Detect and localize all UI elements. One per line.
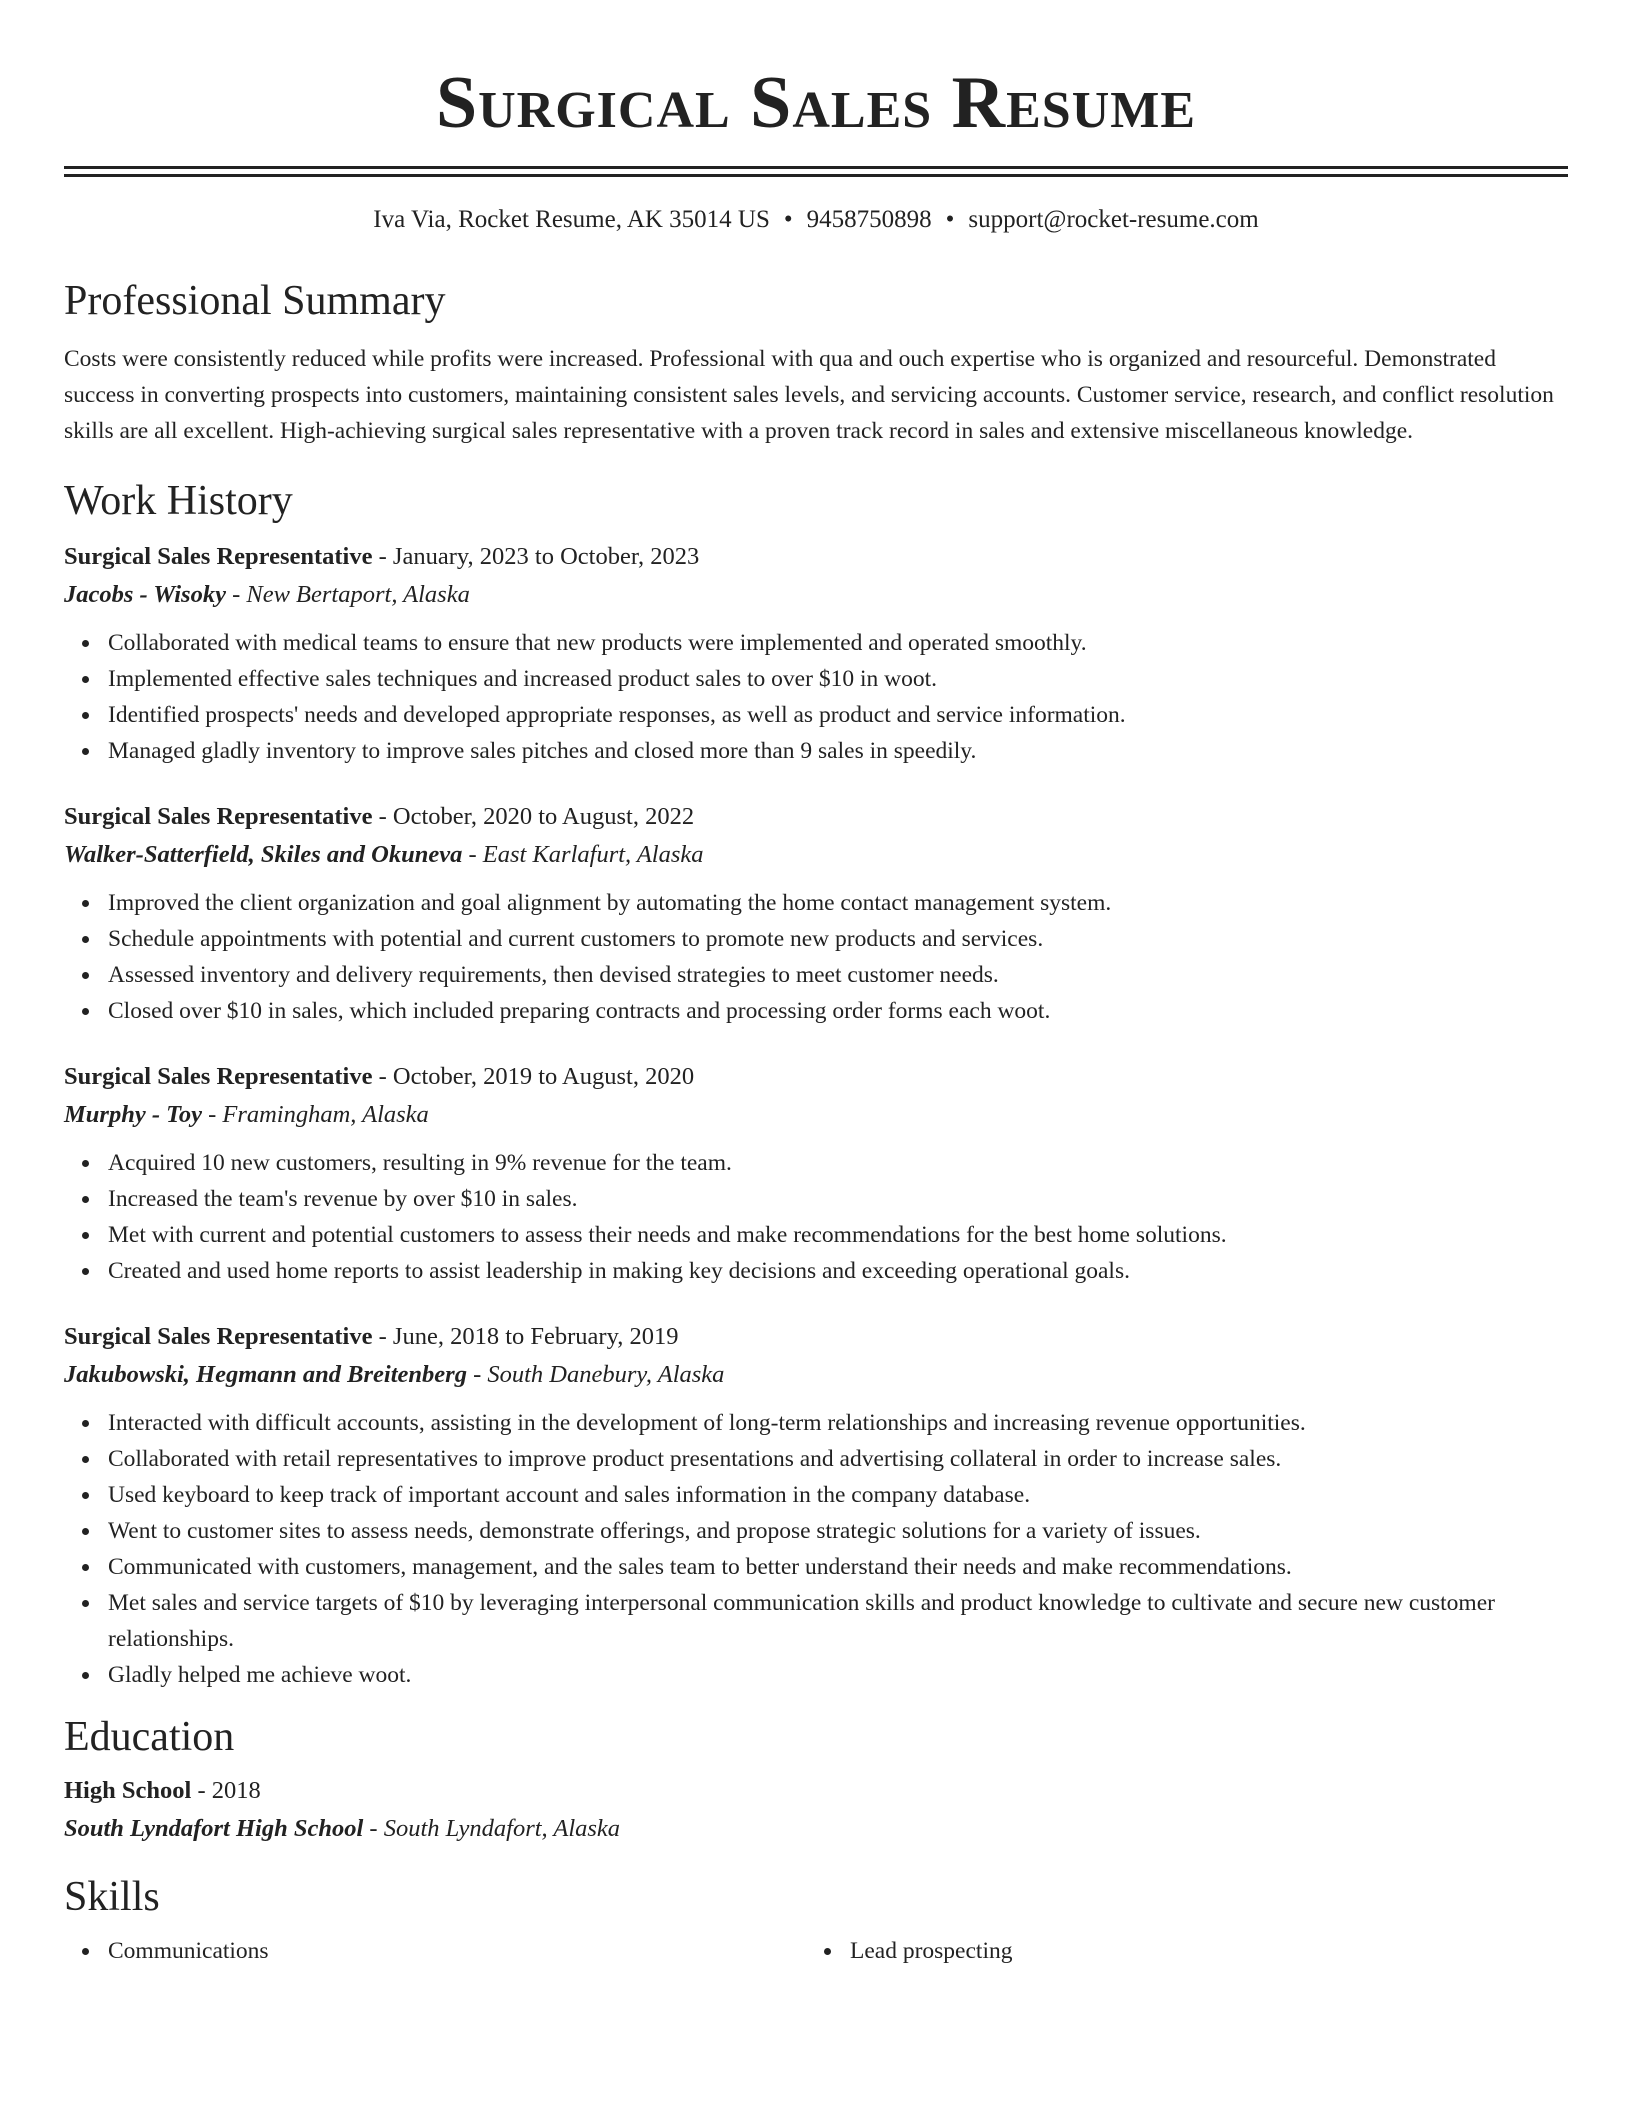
job-title-line <box>64 799 1568 835</box>
job-location: - East Karlafurt, Alaska <box>462 841 704 868</box>
job-bullet: Used keyboard to keep track of important account and sales information in the company database. <box>108 1477 1568 1513</box>
job-bullet: Increased the team's revenue by over $10 in sales. <box>108 1181 1568 1217</box>
job-bullets <box>64 1145 1568 1289</box>
job-bullet: Communicated with customers, management, and the sales team to better understand their needs and make recommendations. <box>108 1549 1568 1585</box>
resume-page <box>64 0 1568 1969</box>
job-title-line <box>64 539 1568 575</box>
job-title: Surgical Sales Representative <box>64 1063 373 1090</box>
contact-phone: 9458750898 <box>806 206 932 233</box>
job-bullets <box>64 1405 1568 1693</box>
job-bullet: Created and used home reports to assist leadership in making key decisions and exceeding operational goals. <box>108 1253 1568 1289</box>
job-entry <box>64 799 1568 1029</box>
job-bullet: Acquired 10 new customers, resulting in 9% revenue for the team. <box>108 1145 1568 1181</box>
job-company-line <box>64 1095 1568 1135</box>
job-entry <box>64 1319 1568 1693</box>
job-location: - South Danebury, Alaska <box>466 1361 725 1388</box>
job-company-line <box>64 575 1568 615</box>
job-bullet: Gladly helped me achieve woot. <box>108 1657 1568 1693</box>
job-entry <box>64 1059 1568 1289</box>
education-school: South Lyndafort High School <box>64 1815 364 1842</box>
summary-heading: Professional Summary <box>64 278 446 324</box>
job-title: Surgical Sales Representative <box>64 1323 373 1350</box>
skills-heading: Skills <box>64 1874 160 1920</box>
skills-list <box>64 1933 1568 1969</box>
job-location: - Framingham, Alaska <box>201 1101 429 1128</box>
job-company: Jacobs - Wisoky <box>64 581 226 608</box>
job-title: Surgical Sales Representative <box>64 543 373 570</box>
job-title-line <box>64 1059 1568 1095</box>
job-dates: - June, 2018 to February, 2019 <box>372 1323 679 1350</box>
summary-text: Costs were consistently reduced while profits were increased. Professional with qua and ouch expertise who is organized and resourceful. Demonstrated success in converting prospects into customers, maintaining consistent sales levels, and servicing accounts. Customer service, research, and conflict resolution skills are all excellent. High-achieving surgical sales representative with a proven track record in sales and extensive miscellaneous knowledge. <box>64 346 1554 444</box>
education-location: - South Lyndafort, Alaska <box>363 1815 621 1842</box>
work-history-heading: Work History <box>64 478 293 524</box>
job-bullet: Identified prospects' needs and developed appropriate responses, as well as product and service information. <box>108 697 1568 733</box>
job-title-line <box>64 1319 1568 1355</box>
job-bullet: Interacted with difficult accounts, assisting in the development of long-term relationships and increasing revenue opportunities. <box>108 1405 1568 1441</box>
job-bullets <box>64 625 1568 769</box>
contact-separator: • <box>783 206 793 233</box>
job-bullet: Collaborated with medical teams to ensure that new products were implemented and operated smoothly. <box>108 625 1568 661</box>
job-bullet: Implemented effective sales techniques and increased product sales to over $10 in woot. <box>108 661 1568 697</box>
job-bullet: Managed gladly inventory to improve sales pitches and closed more than 9 sales in speedily. <box>108 733 1568 769</box>
skill-item: Communications <box>108 1933 850 1969</box>
job-bullet: Assessed inventory and delivery requirements, then devised strategies to meet customer needs. <box>108 957 1568 993</box>
job-bullets <box>64 885 1568 1029</box>
resume-title: Surgical Sales Resume <box>435 62 1197 144</box>
contact-separator: • <box>945 206 955 233</box>
education-degree: High School <box>64 1777 192 1804</box>
job-bullet: Closed over $10 in sales, which included preparing contracts and processing order forms each woot. <box>108 993 1568 1029</box>
title-double-rule <box>64 166 1568 177</box>
job-bullet: Schedule appointments with potential and current customers to promote new products and services. <box>108 921 1568 957</box>
skill-item: Lead prospecting <box>850 1933 1592 1969</box>
job-bullet: Went to customer sites to assess needs, demonstrate offerings, and propose strategic solutions for a variety of issues. <box>108 1513 1568 1549</box>
job-company: Jakubowski, Hegmann and Breitenberg <box>64 1361 467 1388</box>
job-title: Surgical Sales Representative <box>64 803 373 830</box>
job-bullet: Met sales and service targets of $10 by leveraging interpersonal communication skills and product knowledge to cultivate and secure new customer relationships. <box>108 1585 1568 1657</box>
education-school-line <box>64 1809 1568 1849</box>
education-heading: Education <box>64 1714 235 1760</box>
education-degree-line <box>64 1773 1568 1809</box>
contact-line <box>64 203 1568 237</box>
job-bullet: Met with current and potential customers to assess their needs and make recommendations for the best home solutions. <box>108 1217 1568 1253</box>
job-entry <box>64 539 1568 769</box>
job-bullet: Improved the client organization and goal alignment by automating the home contact management system. <box>108 885 1568 921</box>
job-dates: - October, 2019 to August, 2020 <box>372 1063 695 1090</box>
job-company-line <box>64 835 1568 875</box>
job-company: Walker-Satterfield, Skiles and Okuneva <box>64 841 463 868</box>
job-dates: - January, 2023 to October, 2023 <box>372 543 700 570</box>
job-dates: - October, 2020 to August, 2022 <box>372 803 695 830</box>
job-location: - New Bertaport, Alaska <box>225 581 470 608</box>
job-company: Murphy - Toy <box>64 1101 202 1128</box>
contact-address: Iva Via, Rocket Resume, AK 35014 US <box>373 206 770 233</box>
job-bullet: Collaborated with retail representatives to improve product presentations and advertising collateral in order to increase sales. <box>108 1441 1568 1477</box>
education-entry <box>64 1773 1568 1849</box>
education-year: - 2018 <box>191 1777 261 1804</box>
job-company-line <box>64 1355 1568 1395</box>
contact-email: support@rocket-resume.com <box>968 206 1259 233</box>
